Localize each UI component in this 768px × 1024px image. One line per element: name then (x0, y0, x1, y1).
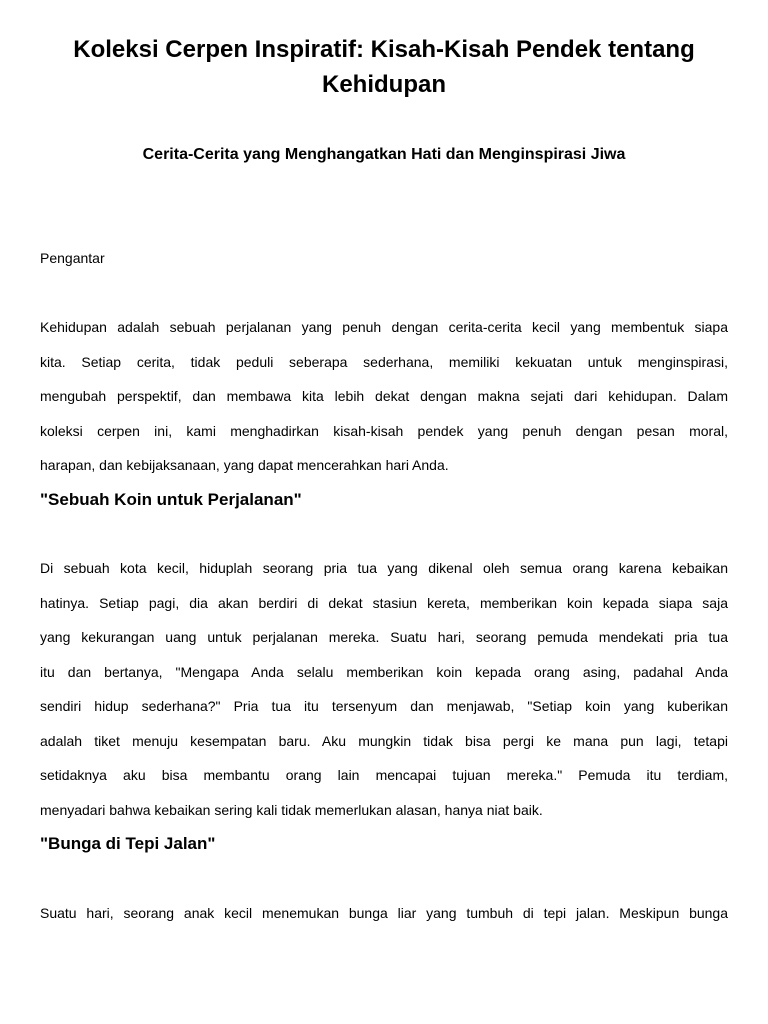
intro-paragraph (40, 318, 728, 491)
story-heading: "Sebuah Koin untuk Perjalanan" (40, 490, 302, 509)
document-title (20, 32, 748, 102)
paragraph-line: Kehidupan adalah sebuah perjalanan yang penuh dengan cerita-cerita kecil yang membentuk siapa (40, 319, 728, 335)
paragraph-line: menyadari bahwa kebaikan sering kali tidak memerlukan alasan, hanya niat baik. (40, 801, 543, 818)
paragraph-line: Di sebuah kota kecil, hiduplah seorang pria tua yang dikenal oleh semua orang karena kebaikan (40, 560, 728, 576)
paragraph-line: koleksi cerpen ini, kami menghadirkan kisah-kisah pendek yang penuh dengan pesan moral, (40, 422, 728, 439)
story-paragraph (40, 559, 728, 835)
title-line: Koleksi Cerpen Inspiratif: Kisah-Kisah Pendek tentang (73, 36, 695, 63)
paragraph-line: itu dan bertanya, "Mengapa Anda selalu memberikan koin kepada orang asing, padahal Anda (40, 663, 728, 680)
story-heading: "Bunga di Tepi Jalan" (40, 834, 216, 853)
paragraph-line: mengubah perspektif, dan membawa kita lebih dekat dengan makna sejati dari kehidupan. Dalam (40, 388, 728, 404)
title-line: Kehidupan (322, 71, 446, 98)
document-subtitle: Cerita-Cerita yang Menghangatkan Hati dan Menginspirasi Jiwa (142, 146, 626, 163)
paragraph-line: setidaknya aku bisa membantu orang lain mencapai tujuan mereka." Pemuda itu terdiam, (40, 767, 728, 783)
paragraph-line: Suatu hari, seorang anak kecil menemukan bunga liar yang tumbuh di tepi jalan. Meskipun bunga (40, 905, 728, 921)
paragraph-line: harapan, dan kebijaksanaan, yang dapat mencerahkan hari Anda. (40, 457, 449, 473)
paragraph-line: kita. Setiap cerita, tidak peduli seberapa sederhana, memiliki kekuatan untuk menginspirasi, (40, 353, 728, 370)
story-paragraph (40, 904, 728, 939)
paragraph-line: adalah tiket menuju kesempatan baru. Aku mungkin tidak bisa pergi ke mana pun lagi, tetapi (40, 732, 728, 749)
paragraph-line: sendiri hidup sederhana?" Pria tua itu tersenyum dan menjawab, "Setiap koin yang kuberikan (40, 698, 728, 714)
paragraph-line: yang kekurangan uang untuk perjalanan mereka. Suatu hari, seorang pemuda mendekati pria tua (40, 629, 728, 645)
paragraph-line: hatinya. Setiap pagi, dia akan berdiri di dekat stasiun kereta, memberikan koin kepada siapa saja (40, 594, 728, 611)
intro-label: Pengantar (40, 250, 105, 266)
